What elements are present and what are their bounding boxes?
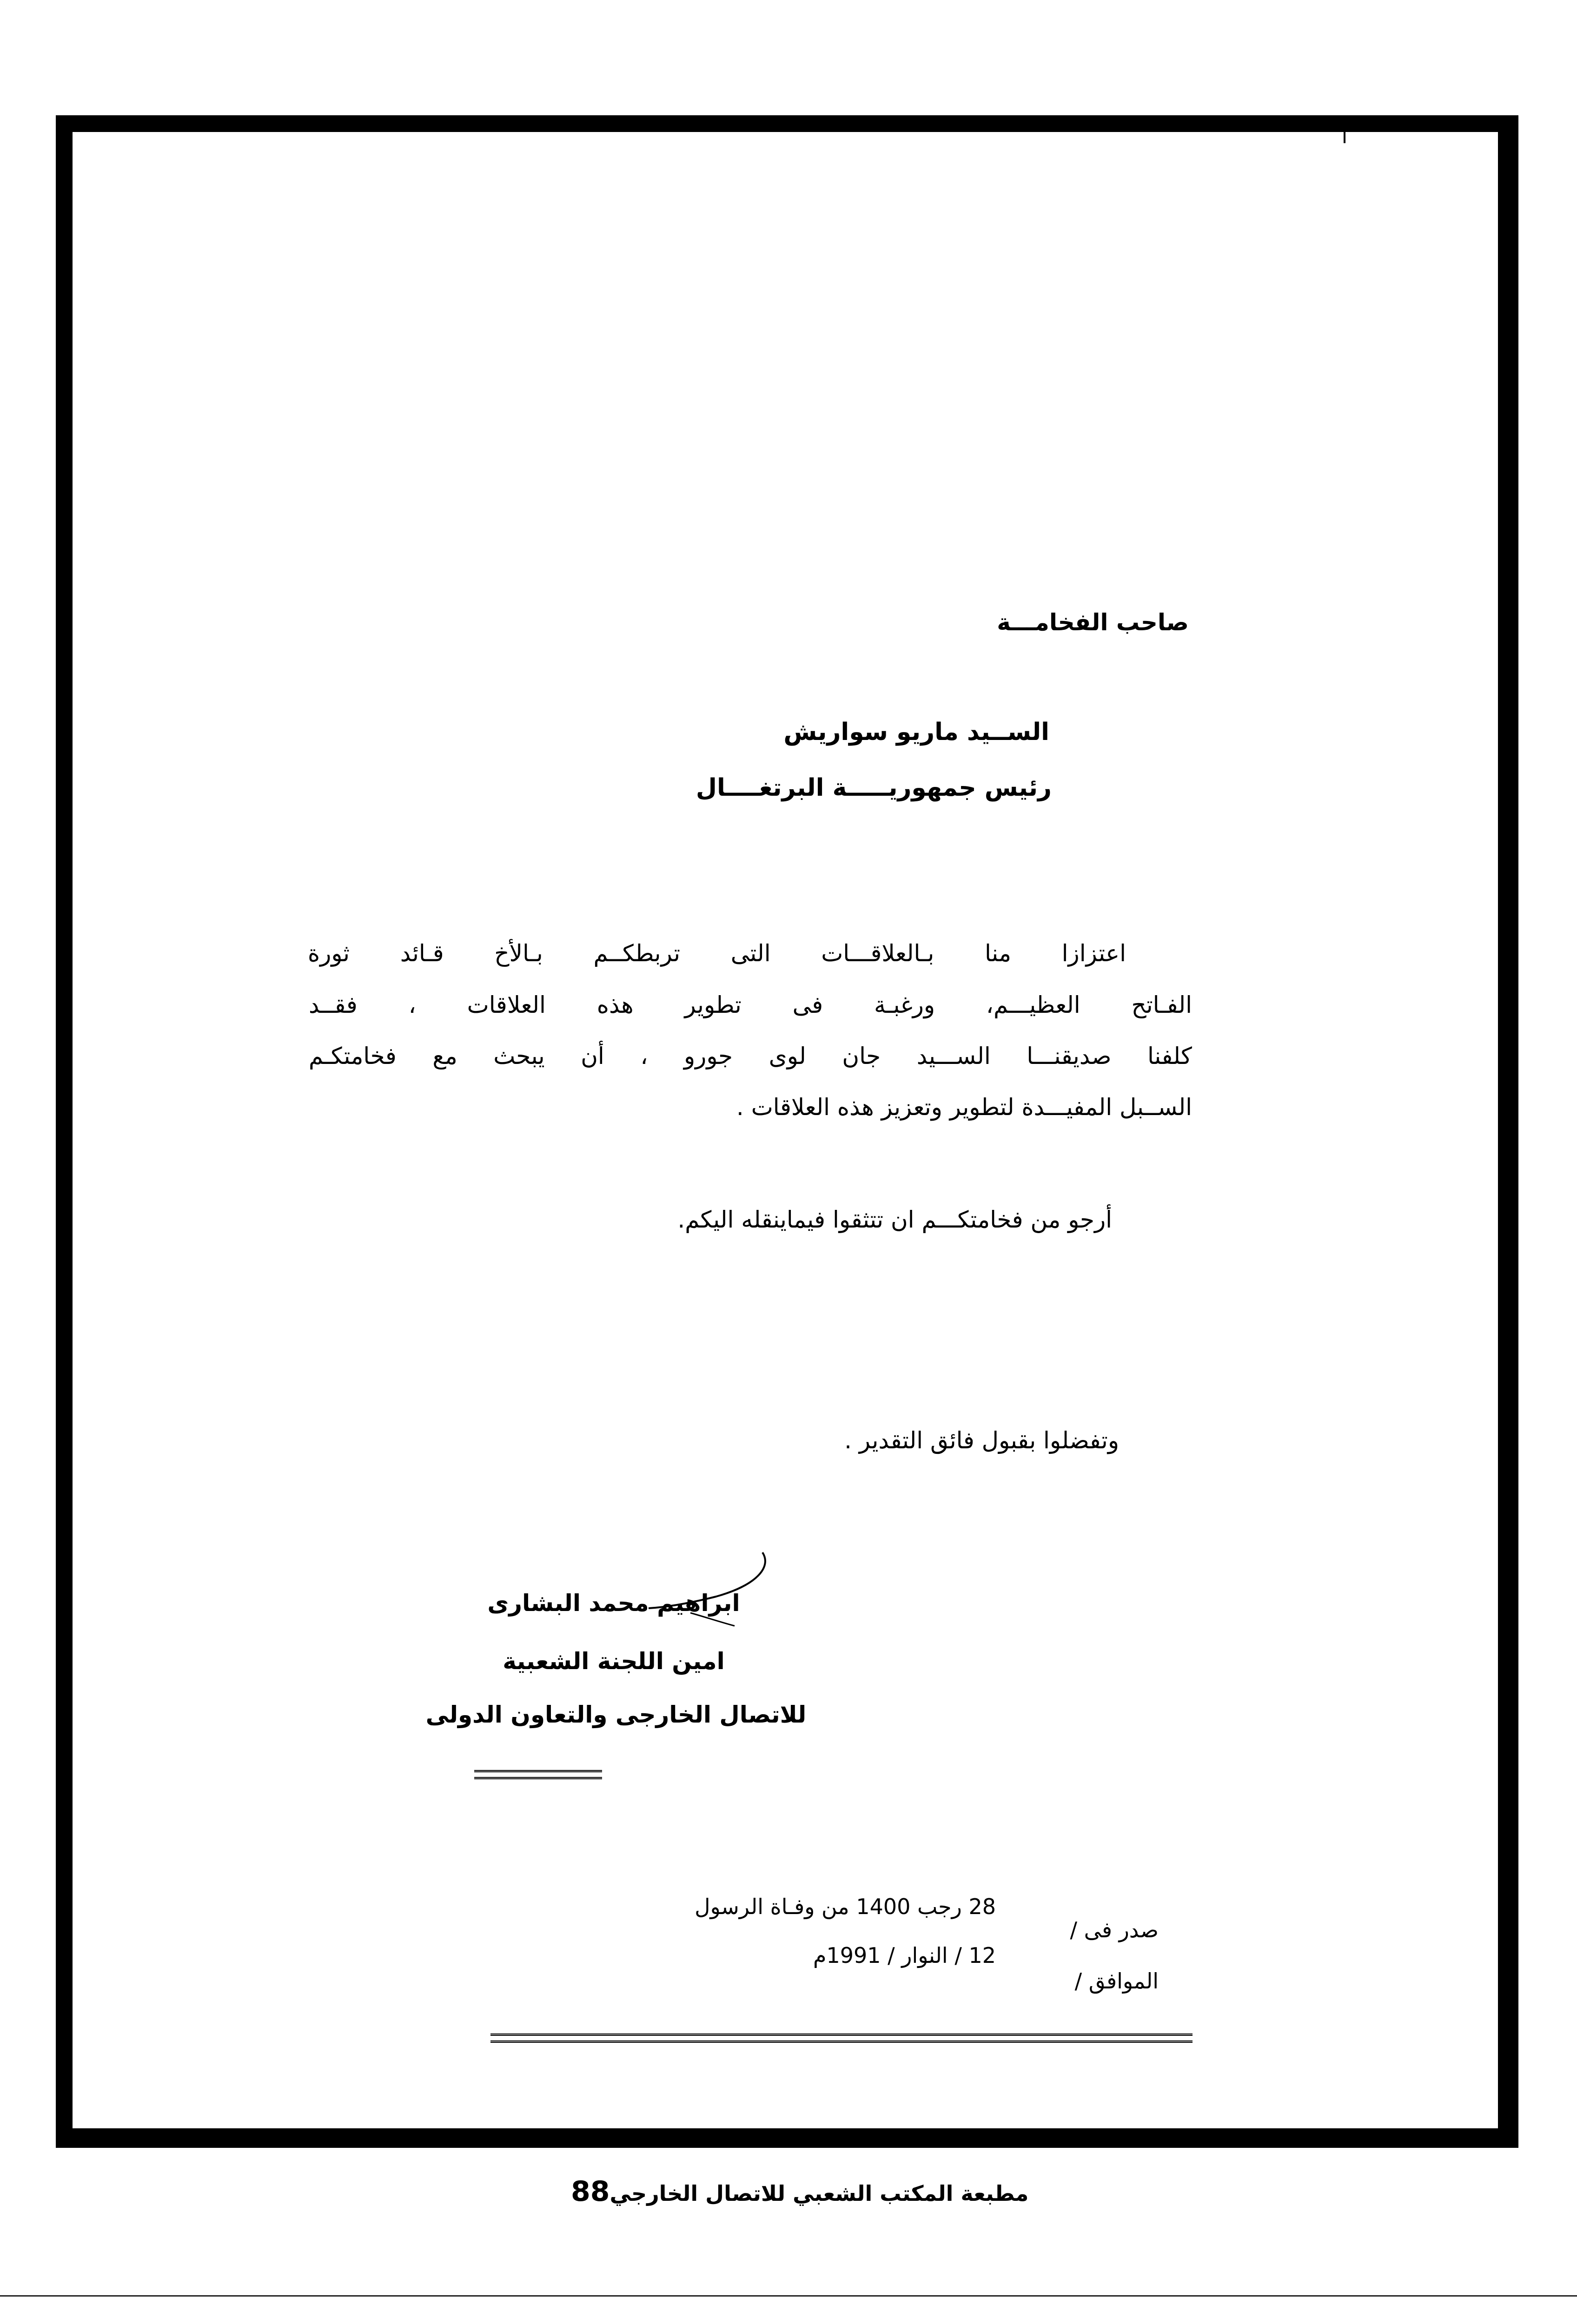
page-divider — [0, 2295, 1577, 2297]
signatory-title: امين اللجنة الشعبية — [503, 1648, 725, 1675]
hijri-date: 28 رجب 1400 من وفـاة الرسول — [695, 1894, 996, 1919]
corresponding-label: الموافق / — [1074, 1968, 1159, 1994]
signatory-name: ابراهيم محمد البشارى — [487, 1590, 740, 1617]
body-line-3: كلفنا صديقنـــا الســـيد جان لوى جورو ، أن يبحث مع فخامتكـم — [309, 1043, 1192, 1070]
page-number: 88 — [571, 2175, 610, 2208]
bottom-divider — [490, 2034, 1193, 2043]
letter-frame — [56, 115, 1518, 2148]
body-line-2: الفـاتح العظيـــم، ورغبـة فى تطوير هذه العلاقات ، فقــد — [309, 991, 1192, 1018]
issued-label: صدر فى / — [1070, 1917, 1159, 1942]
closing-line: وتفضلوا بقبول فائق التقدير . — [844, 1427, 1119, 1454]
plea-line: أرجو من فخامتكـــم ان تتثقوا فيماينقله اليكم. — [677, 1206, 1112, 1233]
body-line-4: الســبل المفيـــدة لتطوير وتعزيز هذه العلاقات . — [736, 1094, 1192, 1121]
printer-credit: مطبعة المكتب الشعبي للاتصال الخارجي — [610, 2181, 1029, 2206]
signatory-department: للاتصال الخارجى والتعاون الدولى — [425, 1701, 807, 1728]
signature-divider — [474, 1770, 602, 1779]
salutation: صاحب الفخامـــة — [997, 609, 1189, 636]
scan-mark — [1504, 865, 1507, 872]
scan-mark — [1344, 125, 1345, 143]
gregorian-date: 12 / النوار / 1991م — [813, 1943, 996, 1968]
footer — [567, 2175, 1028, 2208]
body-line-1: اعتزازا منا بـالعلاقـــات التى تربطكــم بـالأخ قـائد ثورة — [308, 940, 1126, 967]
addressee-title: رئيس جمهوريـــــة البرتغــــال — [696, 774, 1052, 802]
addressee-name: الســيد ماريو سواريش — [783, 718, 1049, 746]
